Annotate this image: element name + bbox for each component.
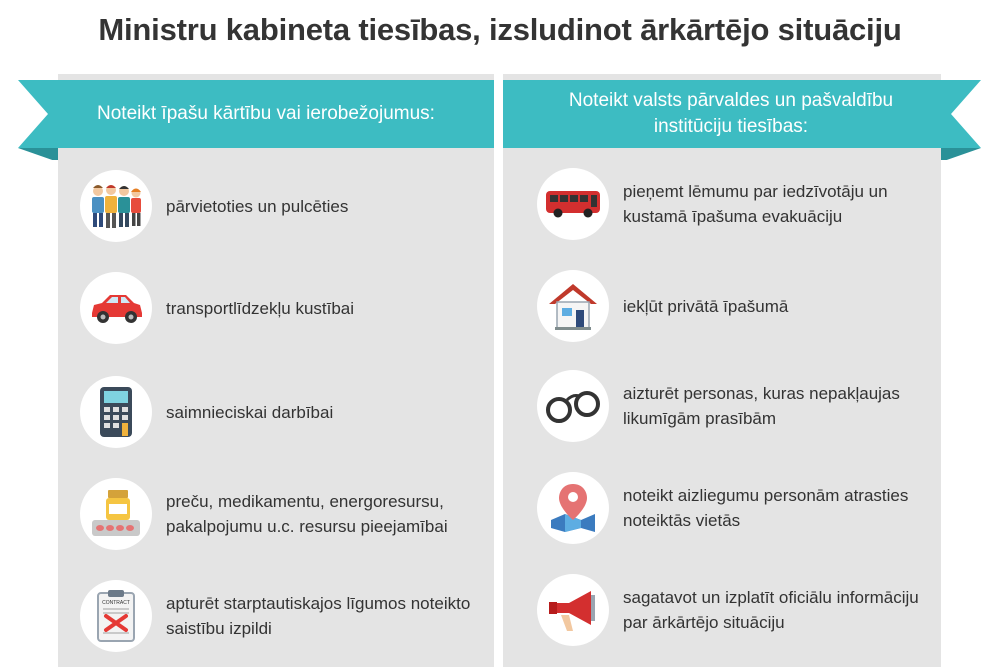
item-text: preču, medikamentu, energoresursu, pakalpojumu u.c. resursu pieejamībai bbox=[166, 492, 448, 536]
item-text: sagatavot un izplatīt oficiālu informāciju par ārkārtējo situāciju bbox=[623, 588, 919, 632]
right-item bbox=[537, 168, 937, 240]
left-item bbox=[80, 478, 490, 550]
item-text: aizturēt personas, kuras nepakļaujas likumīgām prasībām bbox=[623, 384, 900, 428]
right-item bbox=[537, 270, 937, 342]
right-heading-line2: institūciju tiesības: bbox=[653, 116, 809, 137]
right-heading bbox=[503, 80, 959, 148]
left-heading-ribbon bbox=[18, 80, 498, 148]
item-text: noteikt aizliegumu personām atrasties noteiktās vietās bbox=[623, 486, 909, 530]
right-item bbox=[537, 370, 937, 442]
contract-icon bbox=[80, 580, 152, 652]
left-item bbox=[80, 170, 490, 242]
item-text: saimnieciskai darbībai bbox=[166, 402, 334, 422]
handcuffs-icon bbox=[537, 370, 609, 442]
left-item bbox=[80, 376, 490, 448]
house-icon bbox=[537, 270, 609, 342]
item-text: pieņemt lēmumu par iedzīvotāju un kustamā īpašuma evakuāciju bbox=[623, 182, 888, 226]
right-heading-ribbon bbox=[503, 80, 983, 148]
cash-register-icon bbox=[80, 376, 152, 448]
left-heading: Noteikt īpašu kārtību vai ierobežojumus: bbox=[97, 103, 435, 124]
medicine-icon bbox=[80, 478, 152, 550]
item-text: iekļūt privātā īpašumā bbox=[623, 296, 789, 316]
megaphone-icon bbox=[537, 574, 609, 646]
contract-label: CONTRACT bbox=[102, 600, 130, 606]
people-icon bbox=[80, 170, 152, 242]
right-heading-line1: Noteikt valsts pārvaldes un pašvaldību bbox=[568, 90, 894, 111]
map-pin-icon bbox=[537, 472, 609, 544]
bus-icon bbox=[537, 168, 609, 240]
item-text: pārvietoties un pulcēties bbox=[166, 196, 349, 216]
right-item bbox=[537, 574, 937, 646]
left-column-panel bbox=[58, 74, 494, 667]
left-item bbox=[80, 272, 490, 344]
page-title: Ministru kabineta tiesības, izsludinot ārkārtējo situāciju bbox=[98, 12, 902, 47]
car-icon bbox=[80, 272, 152, 344]
item-text: apturēt starptautiskajos līgumos noteikto saistību izpildi bbox=[166, 594, 471, 638]
left-item bbox=[80, 580, 490, 652]
right-item bbox=[537, 472, 937, 544]
item-text: transportlīdzekļu kustībai bbox=[166, 298, 355, 318]
